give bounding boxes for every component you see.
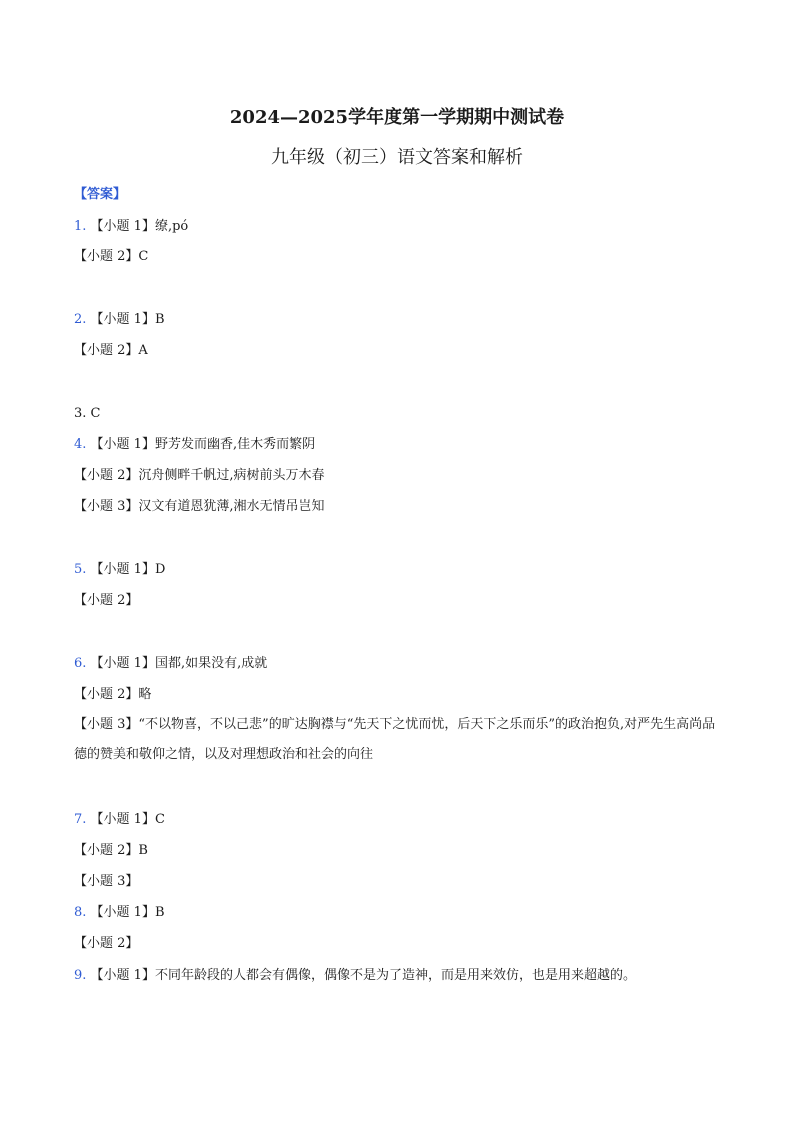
page-subtitle: 九年级（初三）语文答案和解析 xyxy=(271,147,523,168)
q5-subquestion-1 xyxy=(74,561,165,579)
q6-answer-1: 【小题 1】国都,如果没有,成就 xyxy=(90,656,268,671)
q4-answer-1: 【小题 1】野芳发而幽香,佳木秀而繁阴 xyxy=(90,437,316,452)
q1-number: 1. xyxy=(74,219,87,234)
q6-number: 6. xyxy=(74,656,87,671)
page-title: 2024—2025学年度第一学期期中测试卷 xyxy=(229,107,565,128)
q7-answer-3: 【小题 3】 xyxy=(74,874,139,889)
q2-number: 2. xyxy=(74,312,87,327)
q9-answer-1: 【小题 1】不同年龄段的人都会有偶像，偶像不是为了造神，而是用来效仿，也是用来超越的。 xyxy=(90,968,636,983)
q7-answer-2: 【小题 2】B xyxy=(74,843,148,858)
q6-answer-2: 【小题 2】略 xyxy=(74,687,152,702)
q1-subquestion-1 xyxy=(74,218,188,236)
q9-subquestion-1 xyxy=(74,967,636,985)
q8-answer-2: 【小题 2】 xyxy=(74,936,139,951)
q6-subquestion-1 xyxy=(74,655,267,673)
q8-answer-1: 【小题 1】B xyxy=(90,905,165,920)
q2-answer-1: 【小题 1】B xyxy=(90,312,165,327)
q2-subquestion-1 xyxy=(74,311,165,329)
q7-answer-1: 【小题 1】C xyxy=(90,812,165,827)
q5-number: 5. xyxy=(74,562,87,577)
q4-number: 4. xyxy=(74,437,87,452)
q5-answer-1: 【小题 1】D xyxy=(90,562,166,577)
answer-section-label: 【答案】 xyxy=(74,187,127,202)
q3-answer: 3. C xyxy=(74,406,101,421)
q8-number: 8. xyxy=(74,905,87,920)
q5-answer-2: 【小题 2】 xyxy=(74,593,139,608)
q6-answer-3: 【小题 3】“不以物喜，不以己悲”的旷达胸襟与“先天下之忧而忧，后天下之乐而乐”的政治抱负,对严先生高尚品德的赞美和敬仰之情，以及对理想政治和社会的向往 xyxy=(74,717,716,762)
q4-answer-3: 【小题 3】汉文有道恩犹薄,湘水无情吊岂知 xyxy=(74,499,325,514)
q9-number: 9. xyxy=(74,968,87,983)
q1-answer-2: 【小题 2】C xyxy=(74,249,149,264)
q7-number: 7. xyxy=(74,812,87,827)
q4-subquestion-1 xyxy=(74,436,315,454)
q1-answer-1: 【小题 1】缭,pó xyxy=(90,219,189,234)
q8-subquestion-1 xyxy=(74,904,165,922)
q4-answer-2: 【小题 2】沉舟侧畔千帆过,病树前头万木春 xyxy=(74,468,325,483)
q7-subquestion-1 xyxy=(74,811,165,829)
q2-answer-2: 【小题 2】A xyxy=(74,343,148,358)
